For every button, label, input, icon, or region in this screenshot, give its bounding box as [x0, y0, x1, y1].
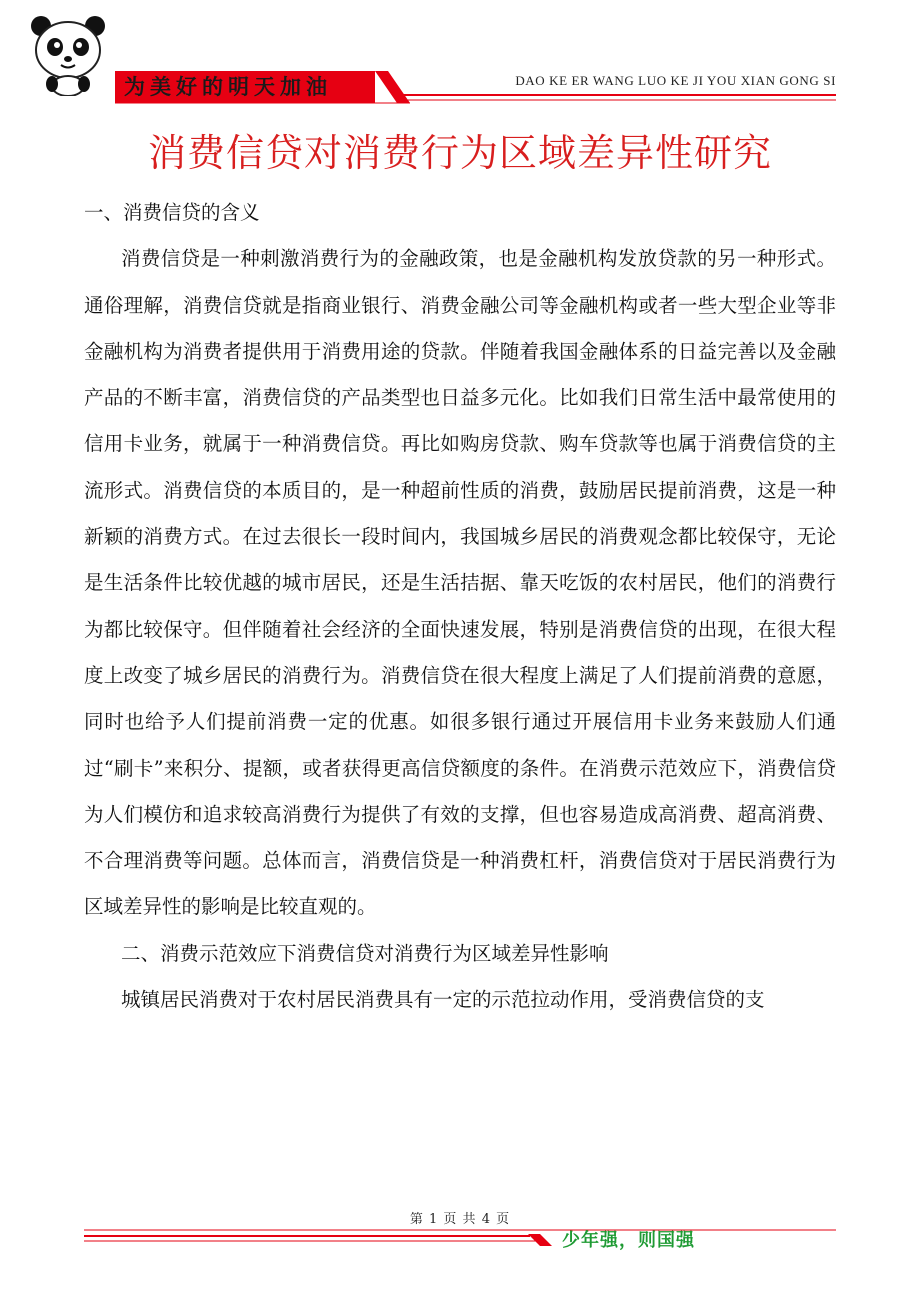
document-title: 消费信贷对消费行为区域差异性研究	[147, 131, 772, 175]
paragraph: 消费信贷是一种刺激消费行为的金融政策，也是金融机构发放贷款的另一种形式。通俗理解，消费信贷就是指商业银行、消费金融公司等金融机构或者一些大型企业等非金融机构为消费者提供用于消费用途的贷款。伴随着我国金融体系的日益完善以及金融产品的不断丰富，消费信贷的产品类型也日益多元化。比如我们日常生活中最常使用的信用卡业务，就属于一种消费信贷。再比如购房贷款、购车贷款等也属于消费信贷的主流形式。消费信贷的本质目的，是一种超前性质的消费，鼓励居民提前消费，这是一种新颖的消费方式。在过去很长一段时间内，我国城乡居民的消费观念都比较保守，无论是生活条件比较优越的城市居民，还是生活拮据、靠天吃饭的农村居民，他们的消费行为都比较保守。但伴随着社会经济的全面快速发展，特别是消费信贷的出现，在很大程度上改变了城乡居民的消费行为。消费信贷在很大程度上满足了人们提前消费的意愿，同时也给予人们提前消费一定的优惠。如很多银行通过开展信用卡业务来鼓励人们通过“刷卡”来积分、提额，或者获得更高信贷额度的条件。在消费示范效应下，消费信贷为人们模仿和追求较高消费行为提供了有效的支撑，但也容易造成高消费、超高消费、不合理消费等问题。总体而言，消费信贷是一种消费杠杆，消费信贷对于居民消费行为区域差异性的影响是比较直观的。	[84, 247, 836, 919]
document-body	[84, 190, 836, 1023]
page-number: 第 1 页 共 4 页	[409, 1212, 511, 1227]
company-name: DAO KE ER WANG LUO KE JI YOU XIAN GONG SI	[515, 73, 836, 88]
section-heading: 二、消费示范效应下消费信贷对消费行为区域差异性影响	[121, 941, 609, 965]
footer-slogan: 少年强，则国强	[562, 1230, 695, 1251]
section-heading: 一、消费信贷的含义	[84, 201, 260, 224]
header-slogan: 为美好的明天加油	[124, 75, 332, 99]
footer-decoration	[0, 1210, 920, 1270]
paragraph: 城镇居民消费对于农村居民消费具有一定的示范拉动作用，受消费信贷的支	[121, 988, 765, 1012]
